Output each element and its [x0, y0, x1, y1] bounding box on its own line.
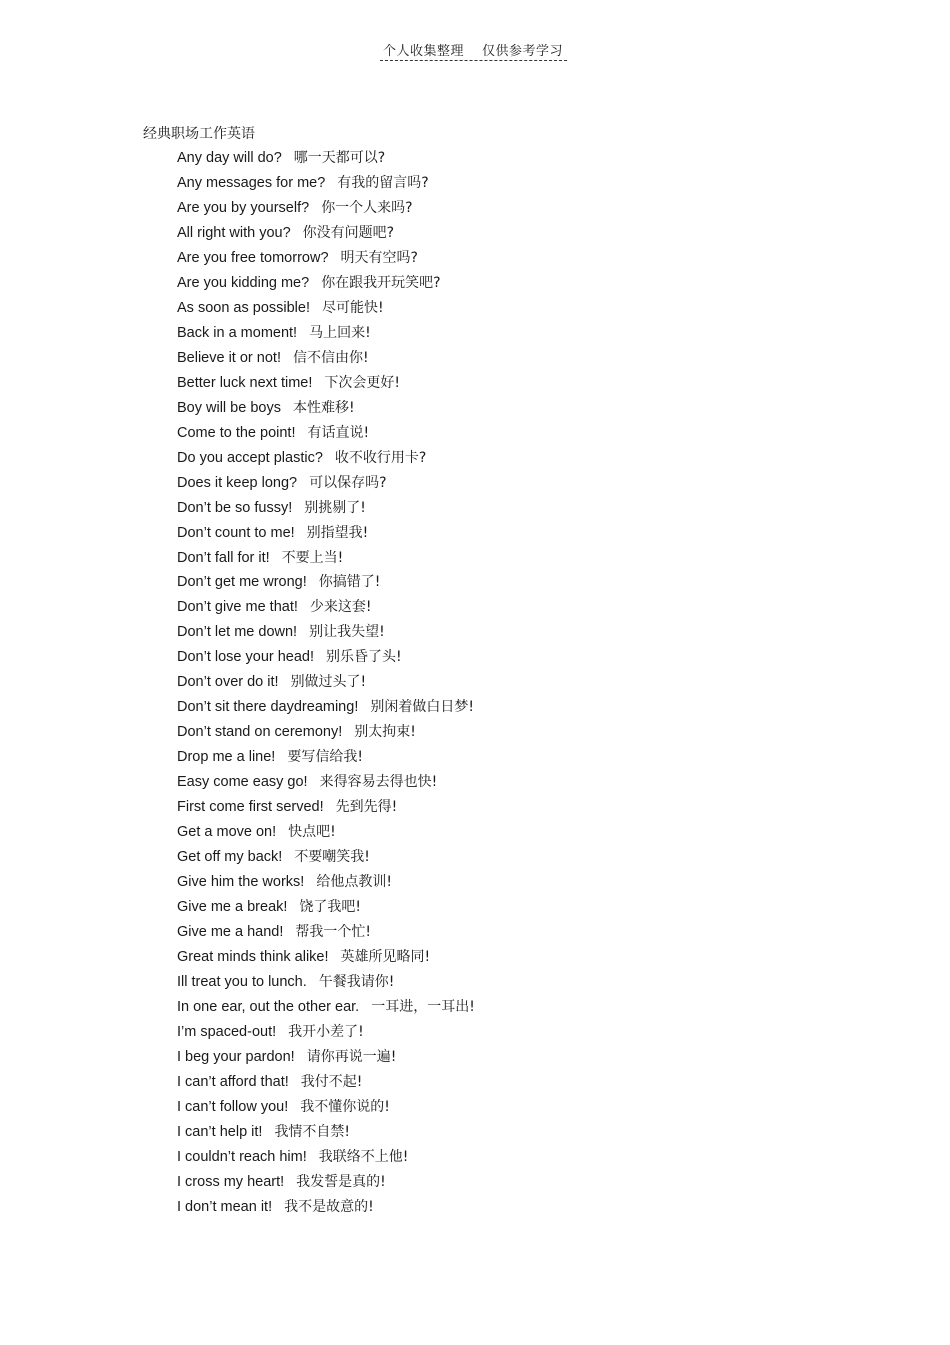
page-header: [380, 38, 567, 61]
phrase-chinese: 给他点教训!: [316, 874, 392, 891]
phrase-english: Drop me a line!: [177, 749, 276, 766]
phrase-row: [177, 571, 475, 596]
phrase-chinese: 尽可能快!: [322, 299, 384, 316]
phrase-chinese: 少来这套!: [309, 599, 372, 616]
phrase-chinese: 别挑剔了!: [304, 499, 366, 516]
phrase-row: [177, 322, 475, 347]
phrase-row: [177, 422, 475, 447]
phrase-english: In one ear, out the other ear.: [177, 998, 360, 1015]
phrase-row: [177, 896, 475, 921]
phrase-chinese: 收不收行用卡?: [334, 449, 427, 466]
phrase-row: [177, 671, 475, 696]
phrase-english: Does it keep long?: [177, 474, 298, 491]
phrase-english: Any day will do?: [177, 150, 282, 166]
header-right-text: 仅供参考学习: [482, 44, 564, 59]
phrase-row: [177, 1021, 475, 1046]
phrase-english: Give me a break!: [177, 899, 288, 916]
phrase-chinese: 一耳进，一耳出!: [371, 998, 475, 1015]
phrase-row: [177, 1046, 475, 1071]
phrase-chinese: 请你再说一遍!: [306, 1048, 397, 1065]
phrase-english: Give me a hand!: [177, 924, 284, 941]
phrase-english: First come first served!: [177, 799, 324, 816]
phrase-chinese: 别闲着做白日梦!: [370, 699, 474, 716]
phrase-row: [177, 871, 475, 896]
phrase-chinese: 午餐我请你!: [318, 973, 395, 990]
phrase-row: [177, 1121, 475, 1146]
phrase-english: Easy come easy go!: [177, 774, 308, 791]
phrase-chinese: 本性难移!: [292, 399, 355, 416]
phrase-chinese: 来得容易去得也快!: [319, 774, 438, 791]
phrase-chinese: 我不是故意的!: [284, 1198, 374, 1215]
document-title: 经典职场工作英语: [143, 126, 255, 142]
phrase-row: [177, 1196, 475, 1221]
phrase-english: I can’t help it!: [177, 1123, 263, 1140]
phrase-chinese: 我发誓是真的!: [296, 1173, 386, 1190]
phrase-english: Any messages for me?: [177, 174, 326, 191]
phrase-english: Are you by yourself?: [177, 199, 310, 216]
phrase-chinese: 不要嘲笑我!: [294, 849, 370, 866]
phrase-english: Don’t be so fussy!: [177, 499, 293, 516]
phrase-row: [177, 547, 475, 572]
phrase-row: [177, 397, 475, 422]
phrase-chinese: 别让我失望!: [309, 624, 385, 641]
phrase-english: All right with you?: [177, 224, 291, 241]
phrase-chinese: 快点吧!: [288, 824, 336, 841]
phrase-english: I’m spaced-out!: [177, 1023, 277, 1040]
phrase-row: [177, 796, 475, 821]
phrase-row: [177, 1071, 475, 1096]
phrase-row: [177, 646, 475, 671]
phrase-row: [177, 372, 475, 397]
phrase-row: [177, 846, 475, 871]
phrase-row: [177, 771, 475, 796]
phrase-chinese: 你搞错了!: [318, 574, 381, 591]
header-left-text: 个人收集整理: [383, 44, 465, 59]
phrase-english: Don’t give me that!: [177, 599, 298, 616]
phrase-english: Don’t over do it!: [177, 674, 279, 691]
phrase-row: [177, 1171, 475, 1196]
phrase-english: I cross my heart!: [177, 1173, 285, 1190]
phrase-row: [177, 1096, 475, 1121]
phrase-row: [177, 222, 475, 247]
phrase-chinese: 你没有问题吧?: [302, 224, 395, 241]
phrase-english: Don’t fall for it!: [177, 549, 270, 566]
phrase-english: I beg your pardon!: [177, 1048, 295, 1065]
phrase-chinese: 有话直说!: [307, 424, 370, 441]
phrase-chinese: 你一个人来吗?: [321, 199, 413, 216]
phrase-chinese: 下次会更好!: [324, 374, 401, 391]
phrase-row: [177, 696, 475, 721]
phrase-english: As soon as possible!: [177, 299, 310, 316]
phrase-chinese: 饶了我吧!: [299, 899, 362, 916]
phrase-english: Are you kidding me?: [177, 274, 310, 291]
phrase-english: Boy will be boys: [177, 399, 281, 416]
phrase-english: Great minds think alike!: [177, 949, 329, 965]
phrase-row: [177, 272, 475, 297]
phrase-row: [177, 147, 475, 172]
phrase-row: [177, 497, 475, 522]
phrase-row: [177, 447, 475, 472]
phrase-row: [177, 621, 475, 646]
phrase-row: [177, 746, 475, 771]
phrase-row: [177, 596, 475, 621]
phrase-english: Get off my back!: [177, 849, 283, 866]
phrase-english: Don’t let me down!: [177, 624, 298, 641]
phrase-english: Ill treat you to lunch.: [177, 973, 307, 990]
phrase-english: Don’t count to me!: [177, 524, 295, 541]
phrase-chinese: 信不信由你!: [292, 349, 369, 366]
phrase-chinese: 别指望我!: [306, 524, 369, 541]
phrase-english: Believe it or not!: [177, 349, 281, 366]
phrase-chinese: 我开小差了!: [288, 1023, 364, 1040]
phrase-chinese: 有我的留言吗?: [337, 174, 429, 191]
phrase-english: I don’t mean it!: [177, 1198, 273, 1215]
phrase-english: Don’t get me wrong!: [177, 574, 307, 591]
phrase-chinese: 先到先得!: [335, 799, 398, 816]
phrase-english: Better luck next time!: [177, 374, 313, 391]
phrase-chinese: 哪一天都可以?: [293, 150, 386, 166]
phrase-english: Back in a moment!: [177, 324, 298, 341]
phrase-row: [177, 472, 475, 497]
phrase-list: [177, 147, 475, 1221]
phrase-chinese: 我付不起!: [300, 1073, 363, 1090]
phrase-row: [177, 297, 475, 322]
phrase-row: [177, 921, 475, 946]
phrase-chinese: 马上回来!: [309, 324, 371, 341]
phrase-chinese: 我情不自禁!: [274, 1123, 351, 1140]
phrase-row: [177, 946, 475, 971]
phrase-chinese: 英雄所见略同!: [340, 949, 431, 965]
phrase-row: [177, 721, 475, 746]
phrase-chinese: 明天有空吗?: [340, 249, 418, 266]
phrase-row: [177, 996, 475, 1021]
phrase-english: I couldn’t reach him!: [177, 1148, 307, 1165]
phrase-row: [177, 172, 475, 197]
phrase-row: [177, 197, 475, 222]
phrase-chinese: 不要上当!: [281, 549, 344, 566]
phrase-row: [177, 1146, 475, 1171]
phrase-chinese: 我联络不上他!: [318, 1148, 409, 1165]
phrase-row: [177, 821, 475, 846]
phrase-chinese: 帮我一个忙!: [295, 924, 372, 941]
phrase-english: Do you accept plastic?: [177, 449, 323, 466]
phrase-row: [177, 347, 475, 372]
phrase-chinese: 你在跟我开玩笑吧?: [321, 274, 441, 291]
phrase-english: I can’t afford that!: [177, 1073, 289, 1090]
phrase-english: Don’t sit there daydreaming!: [177, 699, 359, 716]
phrase-row: [177, 522, 475, 547]
phrase-english: Don’t lose your head!: [177, 649, 315, 666]
phrase-row: [177, 247, 475, 272]
phrase-chinese: 可以保存吗?: [309, 474, 387, 491]
phrase-chinese: 我不懂你说的!: [300, 1098, 390, 1115]
phrase-chinese: 要写信给我!: [287, 749, 363, 766]
phrase-english: Don’t stand on ceremony!: [177, 724, 343, 741]
phrase-english: Get a move on!: [177, 824, 277, 841]
phrase-english: Give him the works!: [177, 874, 305, 891]
phrase-english: Come to the point!: [177, 424, 296, 441]
phrase-row: [177, 971, 475, 996]
phrase-chinese: 别做过头了!: [290, 674, 367, 691]
phrase-english: I can’t follow you!: [177, 1098, 289, 1115]
phrase-english: Are you free tomorrow?: [177, 249, 329, 266]
phrase-chinese: 别太拘束!: [354, 724, 416, 741]
phrase-chinese: 别乐昏了头!: [326, 649, 402, 666]
